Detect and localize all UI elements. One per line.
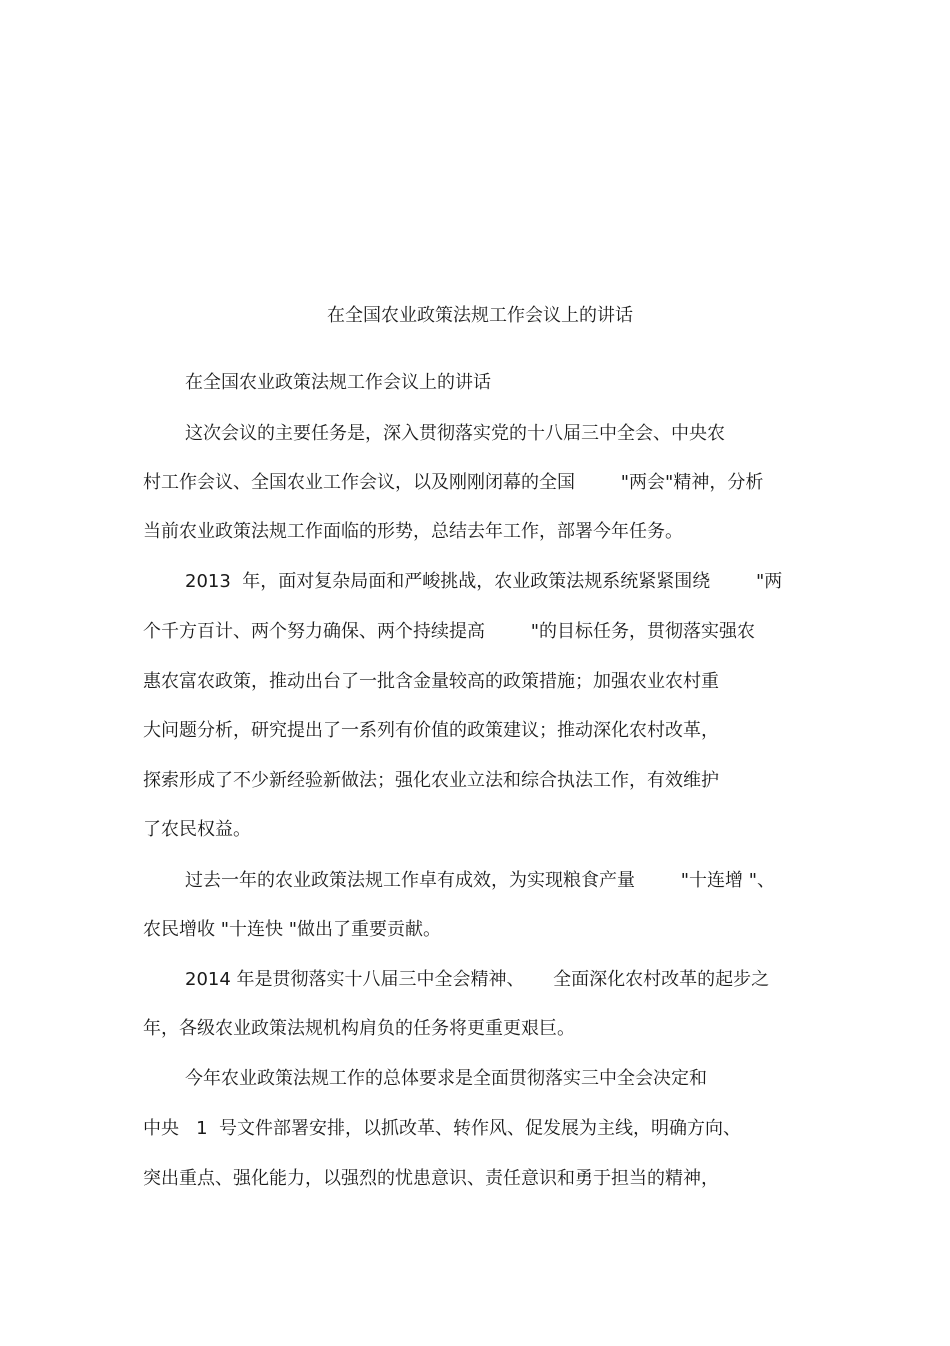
paragraph-line: 突出重点、强化能力，以强烈的忧患意识、责任意识和勇于担当的精神，	[143, 1168, 719, 1189]
paragraph-line: 中央 1 号文件部署安排，以抓改革、转作风、促发展为主线，明确方向、	[143, 1118, 742, 1139]
paragraph-line: 当前农业政策法规工作面临的形势，总结去年工作，部署今年任务。	[143, 521, 683, 542]
paragraph-line: 在全国农业政策法规工作会议上的讲话	[185, 372, 491, 393]
paragraph-line: 村工作会议、全国农业工作会议，以及刚刚闭幕的全国 "两会"精神，分析	[143, 472, 764, 493]
paragraph-line: 年，各级农业政策法规机构肩负的任务将更重更艰巨。	[143, 1018, 575, 1039]
paragraph-line: 大问题分析，研究提出了一系列有价值的政策建议；推动深化农村改革，	[143, 720, 719, 741]
paragraph-line: 2013 年，面对复杂局面和严峻挑战，农业政策法规系统紧紧围绕 "两	[185, 571, 783, 592]
paragraph-line: 个千方百计、两个努力确保、两个持续提高 "的目标任务，贯彻落实强农	[143, 621, 756, 642]
document-title: 在全国农业政策法规工作会议上的讲话	[327, 305, 633, 326]
paragraph-line: 今年农业政策法规工作的总体要求是全面贯彻落实三中全会决定和	[185, 1068, 707, 1089]
paragraph-line: 2014 年是贯彻落实十八届三中全会精神、 全面深化农村改革的起步之	[185, 969, 770, 990]
paragraph-line: 过去一年的农业政策法规工作卓有成效，为实现粮食产量 "十连增 "、	[185, 870, 776, 891]
paragraph-line: 探索形成了不少新经验新做法；强化农业立法和综合执法工作，有效维护	[143, 770, 719, 791]
paragraph-line: 农民增收 "十连快 "做出了重要贡献。	[143, 919, 442, 940]
paragraph-line: 了农民权益。	[143, 819, 251, 840]
paragraph-line: 惠农富农政策，推动出台了一批含金量较高的政策措施；加强农业农村重	[143, 671, 719, 692]
paragraph-line: 这次会议的主要任务是，深入贯彻落实党的十八届三中全会、中央农	[185, 423, 725, 444]
